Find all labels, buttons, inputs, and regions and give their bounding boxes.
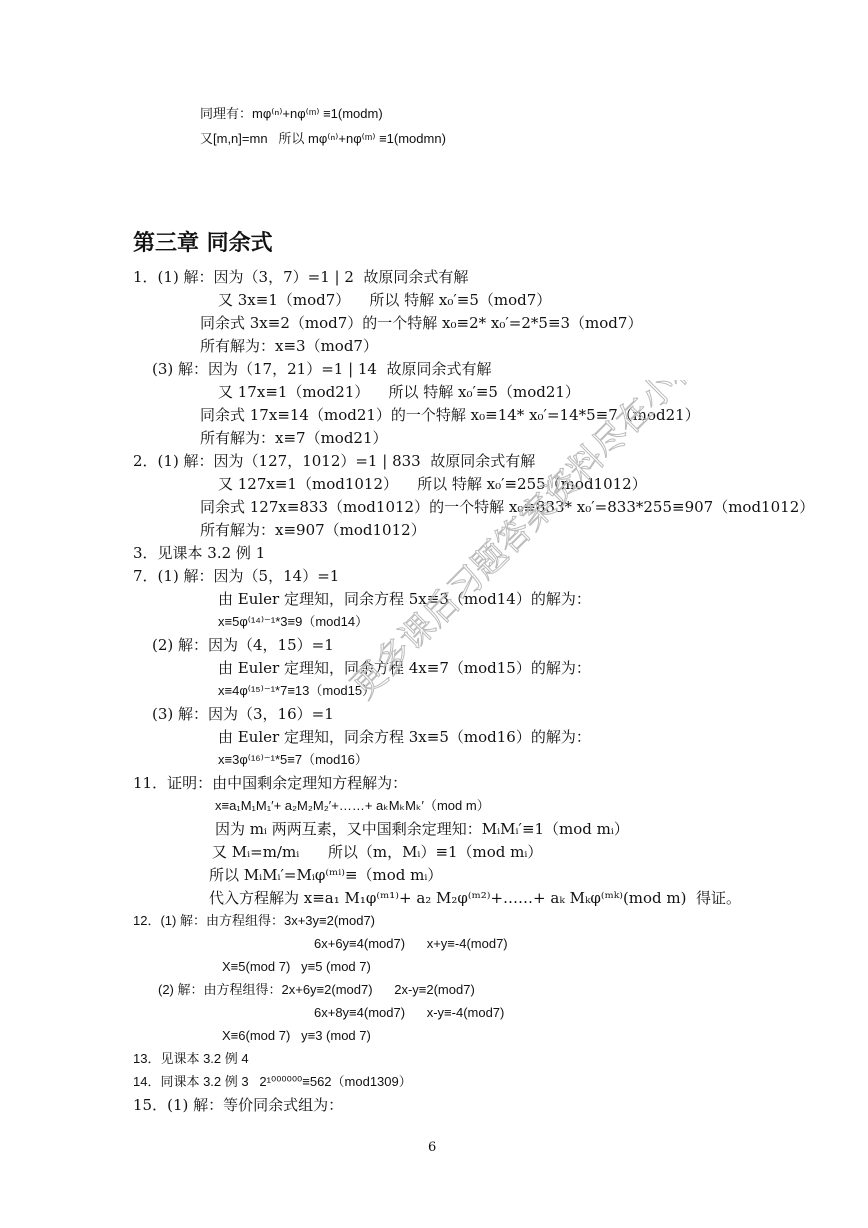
- text-line: 11．证明：由中国剩余定理知方程解为：: [133, 774, 408, 792]
- text-line: 由 Euler 定理知，同余方程 3x≡5（mod16）的解为：: [218, 728, 591, 746]
- text-line: 7．(1) 解：因为（5，14）=1: [133, 567, 340, 585]
- text-line: 由 Euler 定理知，同余方程 4x≡7（mod15）的解为：: [218, 659, 591, 677]
- text-line: 12．(1) 解：由方程组得：3x+3y≡2(mod7): [133, 913, 376, 928]
- text-line: 所有解为：x≡3（mod7）: [200, 337, 378, 355]
- text-line: (3) 解：因为（17，21）=1 | 14 故原同余式有解: [152, 360, 492, 378]
- text-line: 6x+8y≡4(mod7) x-y≡-4(mod7): [314, 1005, 505, 1020]
- text-line: X≡6(mod 7) y≡3 (mod 7): [222, 1028, 371, 1043]
- text-line: 所有解为：x≡907（mod1012）: [200, 521, 426, 539]
- text-line: X≡5(mod 7) y≡5 (mod 7): [222, 959, 371, 974]
- text-line: 又 3x≡1（mod7） 所以 特解 x₀′≡5（mod7）: [218, 291, 552, 309]
- text-line: 又 127x≡1（mod1012） 所以 特解 x₀′≡255（mod1012）: [218, 475, 647, 493]
- text-line: 又 17x≡1（mod21） 所以 特解 x₀′≡5（mod21）: [218, 383, 580, 401]
- text-line: 所以 MᵢMᵢ′=Mᵢφ⁽ᵐⁱ⁾≡（mod mᵢ）: [209, 866, 443, 884]
- watermark-text: 更多课后习题答案资料尽在小程序: [343, 380, 700, 707]
- chapter-title: 第三章 同余式: [133, 231, 273, 256]
- text-line: 同余式 17x≡14（mod21）的一个特解 x₀≡14* x₀′=14*5≡7（mod21）: [200, 406, 700, 424]
- text-line: 2．(1) 解：因为（127，1012）=1 | 833 故原同余式有解: [133, 452, 536, 470]
- text-line: 由 Euler 定理知，同余方程 5x≡3（mod14）的解为：: [218, 590, 591, 608]
- text-line: x≡a₁M₁M₁′+ a₂M₂M₂′+……+ aₖMₖMₖ′（mod m）: [215, 798, 490, 813]
- text-line: x≡4φ⁽¹⁵⁾⁻¹*7≡13（mod15）: [218, 683, 376, 698]
- text-line: 同余式 127x≡833（mod1012）的一个特解 x₀≡833* x₀′=833*255≡907（mod1012）: [200, 498, 815, 516]
- text-line: (2) 解：由方程组得：2x+6y≡2(mod7) 2x-y≡2(mod7): [158, 982, 475, 997]
- text-line: 同余式 3x≡2（mod7）的一个特解 x₀≡2* x₀′=2*5≡3（mod7）: [200, 314, 643, 332]
- text-line: 6x+6y≡4(mod7) x+y≡-4(mod7): [314, 936, 508, 951]
- page-number: 6: [428, 1140, 437, 1155]
- text-line: 又[m,n]=mn 所以 mφ⁽ⁿ⁾+nφ⁽ᵐ⁾ ≡1(modmn): [200, 131, 446, 146]
- text-line: 又 Mᵢ=m/mᵢ 所以（m，Mᵢ）≡1（mod mᵢ）: [212, 843, 543, 861]
- text-line: 3．见课本 3.2 例 1: [133, 544, 266, 562]
- text-line: 13．见课本 3.2 例 4: [133, 1051, 249, 1066]
- text-line: (3) 解：因为（3，16）=1: [152, 705, 334, 723]
- text-line: (2) 解：因为（4，15）=1: [152, 636, 334, 654]
- text-line: x≡3φ⁽¹⁶⁾⁻¹*5≡7（mod16）: [218, 752, 368, 767]
- text-line: 1．(1) 解：因为（3，7）=1 | 2 故原同余式有解: [133, 268, 469, 286]
- text-line: 15．(1) 解：等价同余式组为：: [133, 1096, 344, 1114]
- text-line: 因为 mᵢ 两两互素，又中国剩余定理知：MᵢMᵢ′≡1（mod mᵢ）: [215, 820, 629, 838]
- text-line: 14．同课本 3.2 例 3 2¹⁰⁰⁰⁰⁰⁰≡562（mod1309）: [133, 1074, 412, 1089]
- text-line: 同理有：mφ⁽ⁿ⁾+nφ⁽ᵐ⁾ ≡1(modm): [200, 106, 383, 121]
- text-line: 所有解为：x≡7（mod21）: [200, 429, 388, 447]
- text-line: x≡5φ⁽¹⁴⁾⁻¹*3≡9（mod14）: [218, 614, 369, 629]
- text-line: 代入方程解为 x≡a₁ M₁φ⁽ᵐ¹⁾+ a₂ M₂φ⁽ᵐ²⁾+……+ aₖ Mₖφ⁽ᵐᵏ⁾(mod m) 得证。: [209, 889, 742, 907]
